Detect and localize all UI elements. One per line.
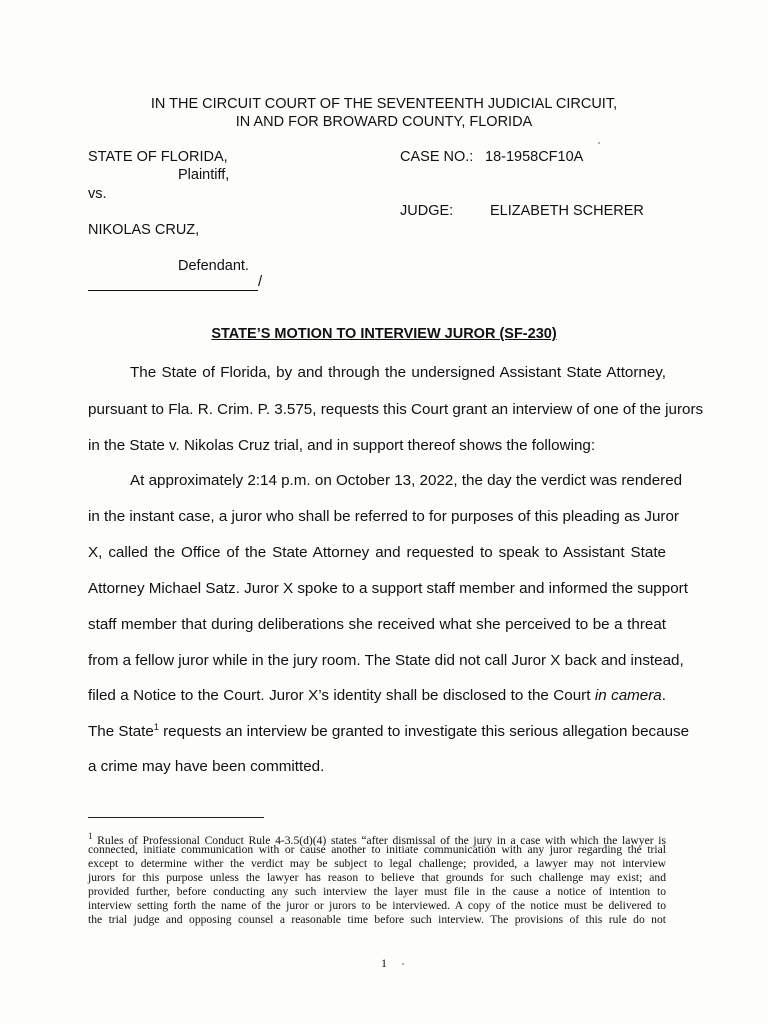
paragraph2-line8-rest: requests an interview be granted to investigate this serious allegation because <box>158 723 690 741</box>
paragraph2-line1: At approximately 2:14 p.m. on October 13, 2022, the day the verdict was rendered <box>130 472 683 489</box>
paragraph2-line9: a crime may have been committed. <box>88 758 325 775</box>
paragraph2-line3: X, called the Office of the State Attorney and requested to speak to Assistant State <box>88 544 666 561</box>
footnote-line1-text: Rules of Professional Conduct Rule 4-3.5(d)(4) states “after dismissal of the jury in a case with which the lawyer is <box>92 833 666 847</box>
paragraph2-line8-start: The State <box>88 723 154 741</box>
paragraph1-line3: in the State v. Nikolas Cruz trial, and in support thereof shows the following: <box>88 437 596 454</box>
scan-speck <box>598 142 600 144</box>
page-number: 1 <box>381 956 387 970</box>
in-camera-text: in camera <box>594 687 662 704</box>
judge-label: JUDGE: <box>400 203 454 219</box>
paragraph2-line7-text: filed a Notice to the Court. Juror X’s identity shall be disclosed to the Court <box>88 687 595 704</box>
judge-name: ELIZABETH SCHERER <box>490 203 644 219</box>
footnote-marker: 1 <box>88 831 93 841</box>
footnote-line4: jurors for this purpose unless the lawyer has reason to believe that grounds for such challenge may exist; and <box>88 871 666 884</box>
court-header-line2: IN AND FOR BROWARD COUNTY, FLORIDA <box>235 114 533 130</box>
court-header-line1: IN THE CIRCUIT COURT OF THE SEVENTEENTH JUDICIAL CIRCUIT, <box>150 96 618 112</box>
paragraph2-line7 <box>88 687 666 704</box>
case-number-label: CASE NO.: <box>400 149 474 165</box>
motion-title: STATE’S MOTION TO INTERVIEW JUROR (SF-230) <box>211 326 557 342</box>
paragraph2-line8 <box>88 722 690 741</box>
caption-rule <box>88 290 258 291</box>
paragraph2-line7-period: . <box>661 687 666 704</box>
footnote-line7: the trial judge and opposing counsel a reasonable time before such interview. The provisions of this rule do not <box>88 913 666 926</box>
paragraph2-line4: Attorney Michael Satz. Juror X spoke to a support staff member and informed the support <box>88 580 688 597</box>
paragraph2-line6: from a fellow juror while in the jury room. The State did not call Juror X back and instead, <box>88 652 684 669</box>
footnote-reference: 1 <box>153 722 159 732</box>
plaintiff-name: STATE OF FLORIDA, <box>88 149 228 165</box>
scan-speck <box>402 963 404 965</box>
plaintiff-role: Plaintiff, <box>178 167 230 183</box>
footnote-line3: except to determine wither the verdict may be subject to legal challenge; provided, a lawyer may not interview <box>88 857 666 870</box>
footnote-line6: interview setting forth the name of the juror or jurors to be interviewed. A copy of the notice must be delivered to <box>88 899 666 912</box>
footnote-line5: provided further, before conducting any such interview the layer must file in the cause a notice of intention to <box>88 885 666 898</box>
paragraph2-line5: staff member that during deliberations she received what she perceived to be a threat <box>88 616 666 633</box>
defendant-name: NIKOLAS CRUZ, <box>88 222 200 238</box>
defendant-role: Defendant. <box>178 258 249 274</box>
paragraph1-line2: pursuant to Fla. R. Crim. P. 3.575, requests this Court grant an interview of one of the jurors <box>88 401 704 418</box>
versus-label: vs. <box>88 186 107 202</box>
paragraph2-line2: in the instant case, a juror who shall be referred to for purposes of this pleading as Juror <box>88 508 679 525</box>
footnote-line2: connected, initiate communication with or cause another to initiate communication with any juror regarding the trial <box>88 843 666 856</box>
paragraph1-line1: The State of Florida, by and through the undersigned Assistant State Attorney, <box>130 364 666 381</box>
caption-slash: / <box>258 273 263 290</box>
footnote-separator <box>88 817 264 818</box>
case-number: 18-1958CF10A <box>485 149 584 165</box>
